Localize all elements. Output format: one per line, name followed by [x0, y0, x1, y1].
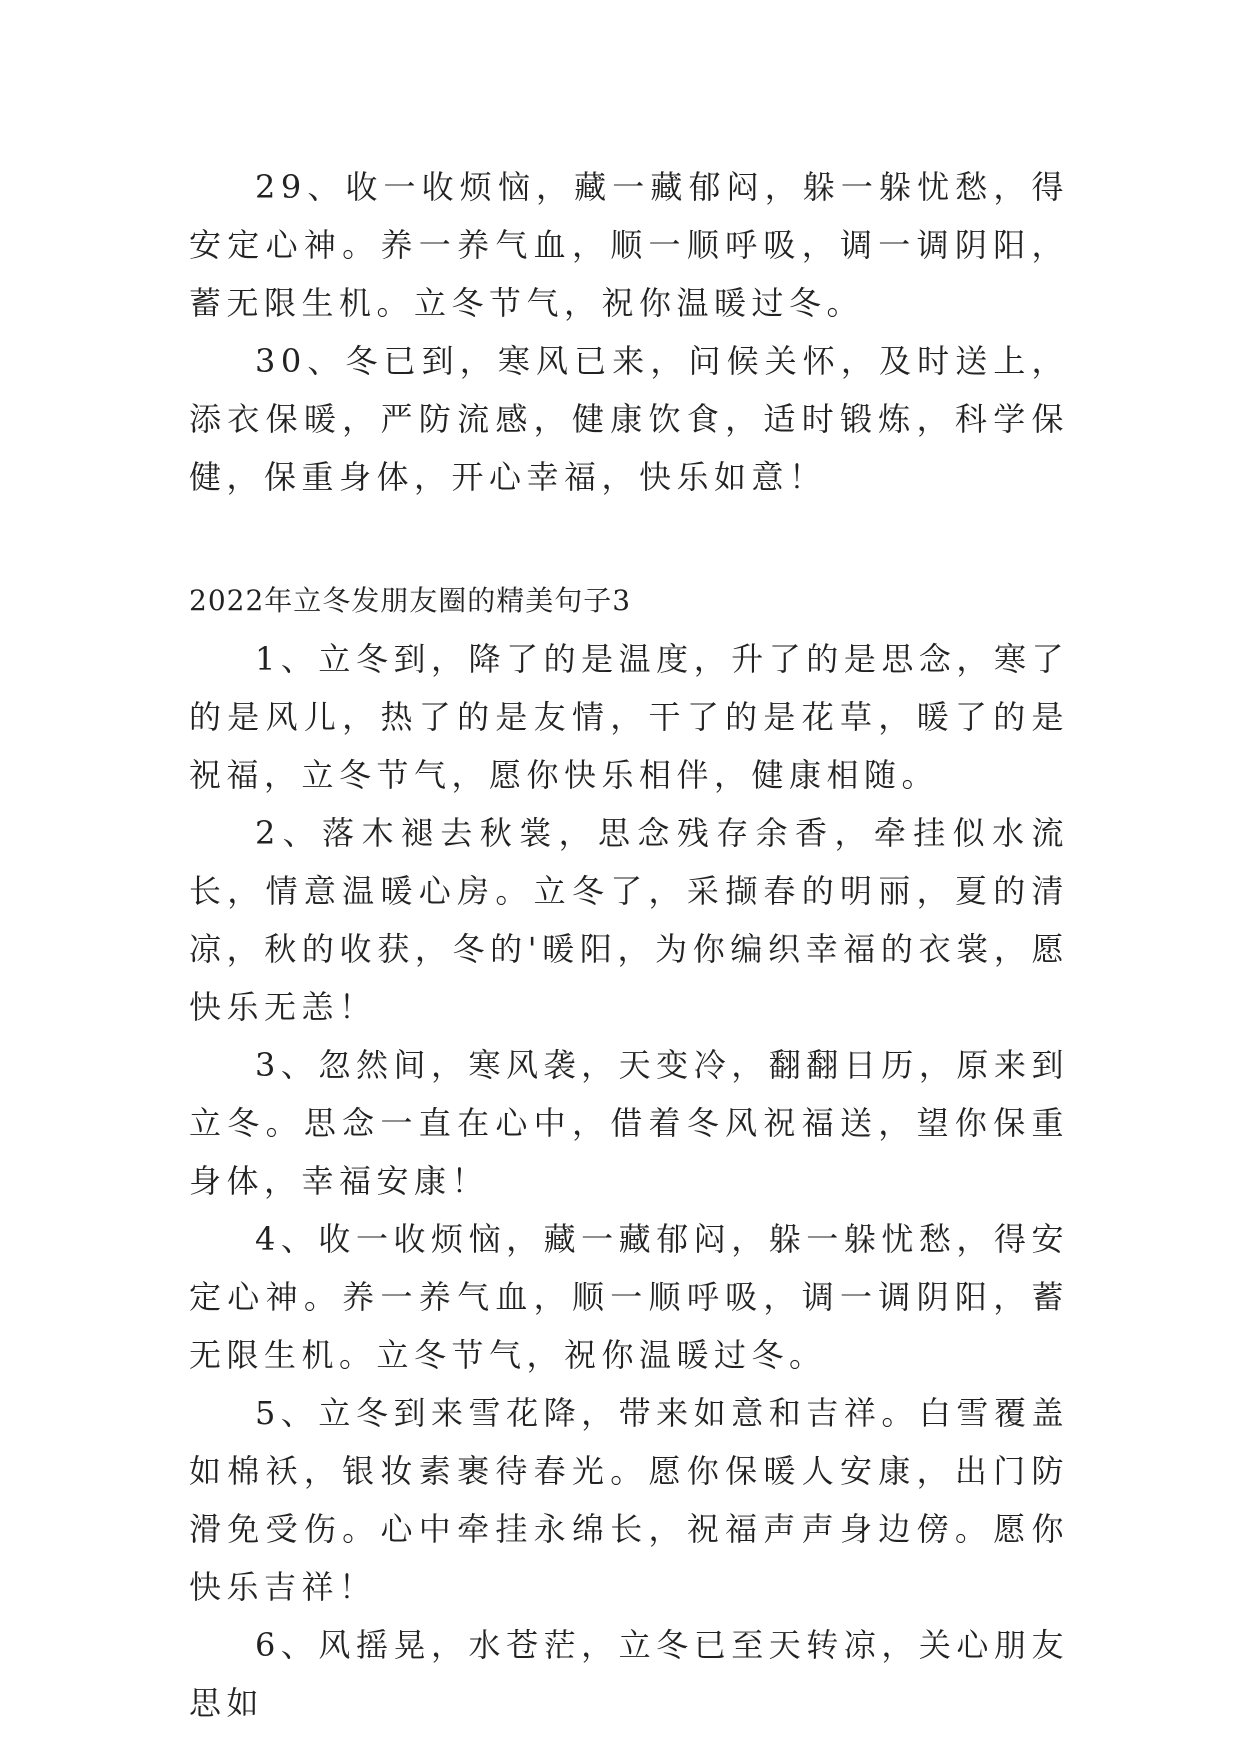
- list-item: 5、立冬到来雪花降，带来如意和吉祥。白雪覆盖如棉袄，银妆素裹待春光。愿你保暖人安康，出门防滑免受伤。心中牵挂永绵长，祝福声声身边傍。愿你快乐吉祥！: [189, 1394, 1069, 1606]
- list-item: 2、落木褪去秋裳，思念残存余香，牵挂似水流长，情意温暖心房。立冬了，采撷春的明丽，夏的清凉，秋的收获，冬的'暖阳，为你编织幸福的衣裳，愿快乐无恙！: [189, 814, 1069, 1026]
- section: [189, 572, 1069, 1732]
- list-item: 30、冬已到，寒风已来，问候关怀，及时送上，添衣保暖，严防流感，健康饮食，适时锻炼，科学保健，保重身体，开心幸福，快乐如意！: [189, 342, 1069, 496]
- list-item: 1、立冬到，降了的是温度，升了的是思念，寒了的是风儿，热了的是友情，干了的是花草，暖了的是祝福，立冬节气，愿你快乐相伴，健康相随。: [189, 640, 1069, 794]
- list-item: 29、收一收烦恼，藏一藏郁闷，躲一躲忧愁，得安定心神。养一养气血，顺一顺呼吸，调一调阴阳，蓄无限生机。立冬节气，祝你温暖过冬。: [189, 168, 1069, 322]
- list-item: 6、风摇晃，水苍茫，立冬已至天转凉，关心朋友思如: [189, 1626, 1069, 1722]
- list-item: 4、收一收烦恼，藏一藏郁闷，躲一躲忧愁，得安定心神。养一养气血，顺一顺呼吸，调一调阴阳，蓄无限生机。立冬节气，祝你温暖过冬。: [189, 1220, 1069, 1374]
- document-body: [189, 158, 1069, 1732]
- list-item: 3、忽然间，寒风袭，天变冷，翻翻日历，原来到立冬。思念一直在心中，借着冬风祝福送，望你保重身体，幸福安康！: [189, 1046, 1069, 1200]
- section-heading: 2022年立冬发朋友圈的精美句子3: [189, 584, 632, 617]
